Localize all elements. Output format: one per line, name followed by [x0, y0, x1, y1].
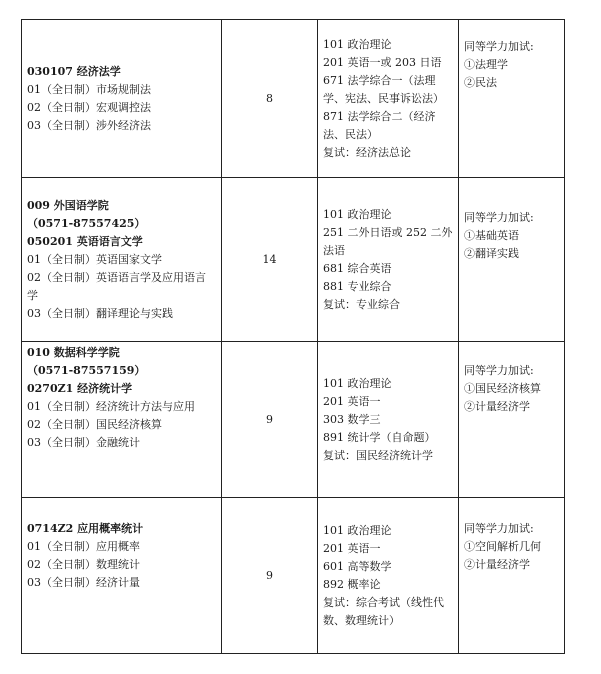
direction-item: 01（全日制）应用概率 — [27, 540, 140, 553]
extra-exam-label: 同等学力加试: — [464, 40, 534, 53]
direction-item: 02（全日制）宏观调控法 — [27, 100, 151, 114]
department-phone: （0571-87557159） — [27, 364, 146, 377]
enrollment-count: 9 — [222, 342, 318, 498]
major-title: 0270Z1 经济统计学 — [27, 382, 133, 395]
exam-subject: 201 英语一 — [323, 541, 381, 555]
exam-subjects-cell — [318, 498, 459, 654]
extra-exam-item: ②计量经济学 — [464, 400, 530, 413]
table-row — [22, 342, 565, 498]
department-title: 009 外国语学院 — [27, 198, 109, 212]
direction-item: 01（全日制）英语国家文学 — [27, 252, 162, 266]
direction-item: 02（全日制）国民经济核算 — [27, 418, 162, 431]
exam-subject: 671 法学综合一（法理学、宪法、民事诉讼法） — [323, 73, 444, 105]
major-title: 050201 英语语言文学 — [27, 234, 143, 248]
direction-item: 02（全日制）英语语言学及应用语言学 — [27, 270, 206, 302]
exam-subject: 251 二外日语或 252 二外法语 — [323, 225, 453, 257]
extra-exam-cell — [459, 20, 565, 178]
exam-subject: 101 政治理论 — [323, 376, 392, 390]
exam-subjects-cell — [318, 342, 459, 498]
extra-exam-item: ②翻译实践 — [464, 247, 519, 260]
extra-exam-item: ①基础英语 — [464, 229, 519, 242]
department-title: 010 数据科学学院 — [27, 346, 120, 359]
direction-item: 03（全日制）经济计量 — [27, 576, 140, 589]
exam-subject: 复试：国民经济统计学 — [323, 448, 433, 462]
extra-exam-label: 同等学力加试: — [464, 211, 534, 224]
exam-subject: 601 高等数学 — [323, 559, 392, 573]
exam-subjects-cell — [318, 20, 459, 178]
exam-subject: 881 专业综合 — [323, 279, 392, 293]
extra-exam-item: ②民法 — [464, 76, 497, 89]
direction-item: 03（全日制）翻译理论与实践 — [27, 306, 173, 320]
extra-exam-item: ①国民经济核算 — [464, 382, 541, 395]
major-cell — [22, 20, 222, 178]
exam-subject: 复试：经济法总论 — [323, 145, 411, 159]
exam-subject: 101 政治理论 — [323, 523, 392, 537]
exam-subject: 871 法学综合二（经济法、民法） — [323, 109, 436, 141]
enrollment-count: 14 — [222, 178, 318, 342]
exam-subject: 891 统计学（自命题） — [323, 430, 436, 444]
exam-subject: 101 政治理论 — [323, 207, 392, 221]
exam-subject: 复试：专业综合 — [323, 297, 400, 311]
admissions-table — [21, 19, 565, 654]
exam-subject: 892 概率论 — [323, 577, 381, 591]
extra-exam-cell — [459, 178, 565, 342]
table-row — [22, 498, 565, 654]
extra-exam-item: ①空间解析几何 — [464, 540, 541, 553]
extra-exam-cell — [459, 342, 565, 498]
major-cell — [22, 342, 222, 498]
exam-subject: 303 数学三 — [323, 412, 381, 426]
exam-subject: 复试：综合考试（线性代数、数理统计） — [323, 595, 444, 627]
table-row — [22, 178, 565, 342]
major-title: 0714Z2 应用概率统计 — [27, 522, 144, 535]
extra-exam-item: ①法理学 — [464, 58, 508, 71]
table-row — [22, 20, 565, 178]
direction-item: 03（全日制）金融统计 — [27, 436, 140, 449]
direction-item: 03（全日制）涉外经济法 — [27, 118, 151, 132]
department-phone: （0571-87557425） — [27, 216, 146, 230]
direction-item: 01（全日制）市场规制法 — [27, 82, 151, 96]
major-title: 030107 经济法学 — [27, 64, 121, 78]
extra-exam-item: ②计量经济学 — [464, 558, 530, 571]
enrollment-count: 9 — [222, 498, 318, 654]
major-cell — [22, 498, 222, 654]
exam-subject: 681 综合英语 — [323, 261, 392, 275]
extra-exam-label: 同等学力加试: — [464, 522, 534, 535]
exam-subject: 201 英语一 — [323, 394, 381, 408]
exam-subject: 101 政治理论 — [323, 37, 392, 51]
extra-exam-cell — [459, 498, 565, 654]
direction-item: 02（全日制）数理统计 — [27, 558, 140, 571]
enrollment-count: 8 — [222, 20, 318, 178]
exam-subjects-cell — [318, 178, 459, 342]
extra-exam-label: 同等学力加试: — [464, 364, 534, 377]
major-cell — [22, 178, 222, 342]
exam-subject: 201 英语一或 203 日语 — [323, 55, 442, 69]
direction-item: 01（全日制）经济统计方法与应用 — [27, 400, 195, 413]
